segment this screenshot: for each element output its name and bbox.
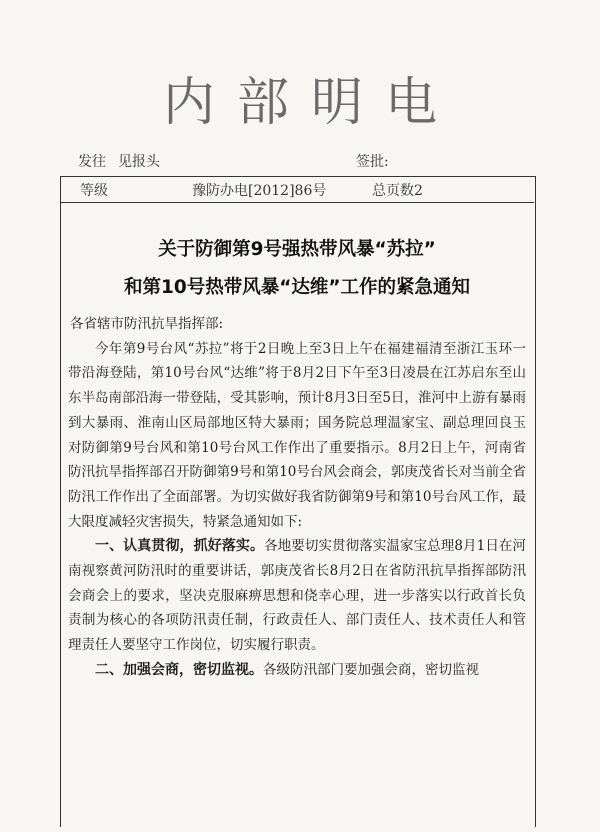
heading-line-2: 和第10号热带风暴“达维”工作的紧急通知 <box>123 277 471 298</box>
salutation: 各省辖市防汛抗旱指挥部: <box>70 316 224 332</box>
grade-label: 等级 <box>80 183 108 199</box>
paragraph-lead: 一、认真贯彻，抓好落实。 <box>95 538 265 555</box>
signer-label: 签批: <box>356 154 389 170</box>
document-body <box>60 312 534 683</box>
send-to-label: 发往 <box>78 154 106 170</box>
paragraph-text: 各地要切实贯彻落实温家宝总理8月1日在河南视察黄河防汛时的重要讲话，郭庚茂省长8月2日在省防汛抗旱指挥部防汛会商会上的要求，坚决克服麻痹思想和侥幸心理，进一步落实以行政首长负责制为核心的各项防汛责任制，行政责任人、部门责任人、技术责任人和管理责任人要坚守工作岗位，切实履行职责。 <box>68 538 526 654</box>
paragraph-3 <box>60 658 534 683</box>
document-title: 内部明电 <box>162 73 459 133</box>
paragraph-text: 今年第9号台风“苏拉”将于2日晚上至3日上午在福建福清至浙江玉环一带沿海登陆，第10号台风“达维”将于8月2日下午至3日凌晨在江苏启东至山东半岛南部沿海一带登陆，受其影响，预计8月3日至5日，淮河中上游有暴雨到大暴雨、淮南山区局部地区特大暴雨；国务院总理温家宝、副总理回良玉对防御第9号台风和第10号台风工作作出了重要指示。8月2日上午，河南省防汛抗旱指挥部召开防御第9号和第10号台风会商会，郭庚茂省长对当前全省防汛工作作出了全面部署。为切实做好我省防御第9号和第10号台风工作，最大限度减轻灾害损失，特紧急通知如下: <box>68 340 526 530</box>
paragraph-lead: 二、加强会商，密切监视。 <box>95 661 263 678</box>
send-to-value: 见报头 <box>118 154 160 170</box>
paragraph-2 <box>60 534 534 658</box>
total-pages: 总页数2 <box>372 183 423 199</box>
paragraph-text: 各级防汛部门要加强会商，密切监视 <box>263 661 479 678</box>
paragraph-1 <box>60 337 534 535</box>
document-number: 豫防办电[2012]86号 <box>192 183 327 199</box>
send-to-row <box>78 151 160 171</box>
meta-row <box>60 176 534 203</box>
heading-line-1: 关于防御第9号强热带风暴“苏拉” <box>158 239 436 260</box>
